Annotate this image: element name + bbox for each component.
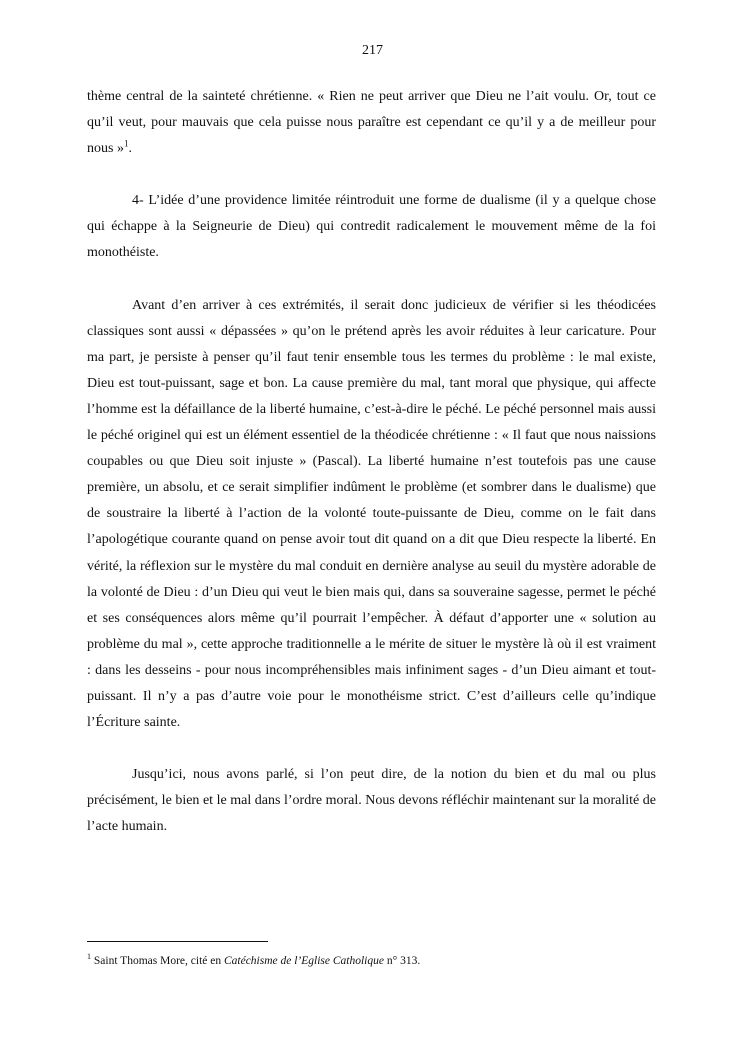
paragraph-continuation — [87, 84, 656, 162]
footnote-reference[interactable]: 1 — [123, 138, 129, 149]
paragraph-transition: Jusqu’ici, nous avons parlé, si l’on peut dire, de la notion du bien et du mal ou plus précisément, le bien et le mal dans l’ordre moral. Nous devons réfléchir maintenant sur la moralité de l’acte humain. — [87, 767, 656, 835]
footnote-cited-title: Catéchisme de l’Eglise Catholique — [223, 954, 384, 967]
footnote — [87, 949, 656, 969]
page-number: 217 — [362, 43, 383, 58]
paragraph-text-end: . — [128, 141, 132, 157]
footnote-text: Saint Thomas More, cité en — [91, 954, 224, 967]
paragraph-text: thème central de la sainteté chrétienne. « Rien ne peut arriver que Dieu ne l’ait voulu. Or, tout ce qu’il veut, pour mauvais que cela puisse nous paraître est cependant ce qu’il y a de meilleur pour nous » — [87, 89, 656, 157]
footnote-marker: 1 — [87, 952, 91, 961]
body-text — [87, 84, 656, 840]
footnote-text-end: n° 313. — [383, 954, 421, 967]
paragraph-theodicy: Avant d’en arriver à ces extrémités, il serait donc judicieux de vérifier si les théodicées classiques sont aussi « dépassées » qu’on le prétend après les avoir réduites à leur caricature. Pour ma part, je persiste à penser qu’il faut tenir ensemble tous les termes du problème : le mal existe, Dieu est tout-puissant, sage et bon. La cause première du mal, tant moral que physique, qui affecte l’homme est la défaillance de la liberté humaine, c’est-à-dire le péché. Le péché personnel mais aussi le péché originel qui est un élément essentiel de la théodicée chrétienne : « Il faut que nous naissions coupables ou que Dieu soit injuste » (Pascal). La liberté humaine n’est toutefois pas une cause première, un absolu, et ce serait simplifier indûment le problème (et sombrer dans le dualisme) que de soustraire la liberté à l’action de la volonté toute-puissante de Dieu, comme on le fait dans l’apologétique courante quand on pense avoir tout dit quand on a dit que Dieu respecte la liberté. En vérité, la réflexion sur le mystère du mal conduit en dernière analyse au seuil du mystère adorable de la volonté de Dieu : d’un Dieu qui veut le bien mais qui, dans sa souveraine sagesse, permet le péché et ses conséquences alors même qu’il pourrait l’empêcher. À défaut d’apporter une « solution au problème du mal », cette approche traditionnelle a le mérite de situer le mystère là où il est vraiment : dans les desseins - pour nous incompréhensibles mais infiniment sages - d’un Dieu aimant et tout-puissant. Il n’y a pas d’autre voie pour le monothéisme strict. C’est d’ailleurs celle qu’indique l’Écriture sainte. — [87, 297, 656, 731]
footnote-separator — [87, 941, 268, 942]
paragraph-point-4: 4- L’idée d’une providence limitée réintroduit une forme de dualisme (il y a quelque chose qui échappe à la Seigneurie de Dieu) qui contredit radicalement le mouvement même de la foi monothéiste. — [87, 193, 656, 261]
